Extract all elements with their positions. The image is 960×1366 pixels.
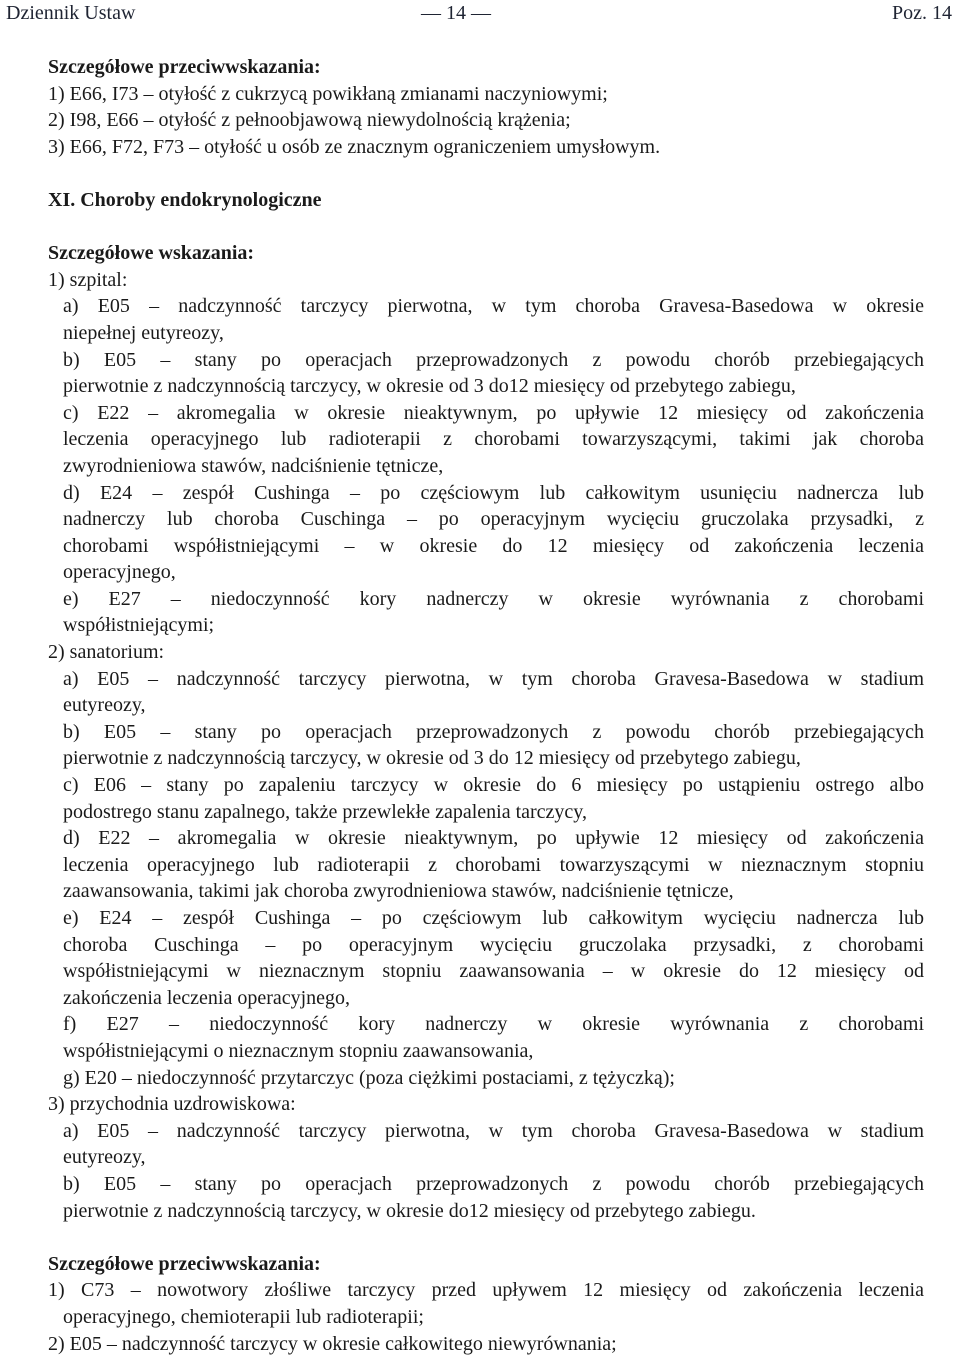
section-heading: Szczegółowe wskazania: — [48, 242, 255, 265]
list-item: zwyrodnieniowa stawów, nadciśnienie tętnicze, — [63, 454, 444, 477]
journal-title: Dziennik Ustaw — [6, 2, 136, 24]
list-item: pierwotnie z nadczynnością tarczycy, w okresie od 3 do 12 miesięcy od przebytego zabiegu, — [63, 747, 801, 770]
list-item: chorobami współistniejącymi – w okresie do 12 miesięcy od zakończenia leczenia — [63, 534, 924, 557]
list-item: f) E27 – niedoczynność kory nadnerczy w okresie wyrównania z chorobami — [63, 1013, 924, 1036]
chapter-heading: XI. Choroby endokrynologiczne — [48, 188, 322, 211]
list-item: eutyreozy, — [63, 1146, 146, 1169]
position-number: Poz. 14 — [892, 2, 952, 24]
list-item: c) E06 – stany po zapaleniu tarczycy w okresie do 6 miesięcy po ustąpieniu ostrego albo — [63, 774, 924, 797]
list-item: współistniejącymi w nieznacznym stopniu zaawansowania – w okresie do 12 miesięcy od — [63, 960, 924, 983]
list-item: a) E05 – nadczynność tarczycy pierwotna, w tym choroba Gravesa-Basedowa w stadium — [63, 667, 924, 690]
list-item: 2) E05 – nadczynność tarczycy w okresie całkowitego niewyrównania; — [48, 1332, 617, 1355]
list-item: 1) szpital: — [48, 268, 128, 291]
list-item: a) E05 – nadczynność tarczycy pierwotna, w tym choroba Gravesa-Basedowa w okresie — [63, 295, 924, 318]
list-item: leczenia operacyjnego lub radioterapii z chorobami towarzyszącymi, takimi jak choroba — [63, 428, 924, 451]
list-item: operacyjnego, — [63, 561, 176, 584]
list-item: e) E24 – zespół Cushinga – po częściowym lub całkowitym wycięciu nadnercza lub — [63, 907, 924, 929]
list-item: eutyreozy, — [63, 694, 146, 717]
list-item: b) E05 – stany po operacjach przeprowadzonych z powodu chorób przebiegających — [63, 1172, 924, 1195]
list-item: 1) E66, I73 – otyłość z cukrzycą powikłaną zmianami naczyniowymi; — [48, 82, 608, 105]
section-heading: Szczegółowe przeciwwskazania: — [48, 1252, 321, 1275]
list-item: współistniejącymi o nieznacznym stopniu zaawansowania, — [63, 1039, 534, 1062]
list-item: a) E05 – nadczynność tarczycy pierwotna, w tym choroba Gravesa-Basedowa w stadium — [63, 1119, 924, 1142]
document-body — [48, 54, 924, 1357]
list-item: operacyjnego, chemioterapii lub radioterapii; — [63, 1305, 424, 1328]
list-item: c) E22 – akromegalia w okresie nieaktywnym, po upływie 12 miesięcy od zakończenia — [63, 401, 924, 424]
list-item: podostrego stanu zapalnego, także przewlekłe zapalenia tarczycy, — [63, 800, 587, 823]
list-item: b) E05 – stany po operacjach przeprowadzonych z powodu chorób przebiegających — [63, 720, 924, 743]
list-item: 3) przychodnia uzdrowiskowa: — [48, 1093, 296, 1116]
list-item: 2) I98, E66 – otyłość z pełnoobjawową niewydolnością krążenia; — [48, 109, 571, 132]
list-item: zakończenia leczenia operacyjnego, — [63, 986, 351, 1009]
list-item: pierwotnie z nadczynnością tarczycy, w okresie od 3 do12 miesięcy od przebytego zabiegu, — [63, 375, 796, 398]
list-item: leczenia operacyjnego lub radioterapii z chorobami towarzyszącymi w nieznacznym stopniu — [63, 853, 924, 876]
list-item: b) E05 – stany po operacjach przeprowadzonych z powodu chorób przebiegających — [63, 348, 924, 371]
list-item: 3) E66, F72, F73 – otyłość u osób ze znacznym ograniczeniem umysłowym. — [48, 135, 661, 158]
list-item: współistniejącymi; — [63, 614, 215, 637]
page-header — [6, 0, 952, 26]
list-item: d) E22 – akromegalia w okresie nieaktywnym, po upływie 12 miesięcy od zakończenia — [63, 827, 924, 850]
list-item: d) E24 – zespół Cushinga – po częściowym lub całkowitym usunięciu nadnercza lub — [63, 481, 924, 504]
list-item: niepełnej eutyreozy, — [63, 321, 224, 344]
page-number: — 14 — — [421, 2, 491, 24]
list-item: choroba Cuschinga – po operacyjnym wycięciu gruczolaka przysadki, z chorobami — [63, 933, 924, 956]
list-item: pierwotnie z nadczynnością tarczycy, w okresie do12 miesięcy od przebytego zabiegu. — [63, 1199, 756, 1222]
section-heading: Szczegółowe przeciwwskazania: — [48, 56, 321, 78]
list-item: g) E20 – niedoczynność przytarczyc (poza ciężkimi postaciami, z tężyczką); — [63, 1066, 675, 1089]
list-item: nadnerczy lub choroba Cuschinga – po operacyjnym wycięciu gruczolaka przysadki, z — [63, 508, 924, 531]
list-item: e) E27 – niedoczynność kory nadnerczy w okresie wyrównania z chorobami — [63, 587, 924, 610]
list-item: 2) sanatorium: — [48, 641, 165, 664]
list-item: zaawansowania, takimi jak choroba zwyrodnieniowa stawów, nadciśnienie tętnicze, — [63, 880, 734, 903]
list-item: 1) C73 – nowotwory złośliwe tarczycy przed upływem 12 miesięcy od zakończenia leczenia — [48, 1279, 924, 1302]
